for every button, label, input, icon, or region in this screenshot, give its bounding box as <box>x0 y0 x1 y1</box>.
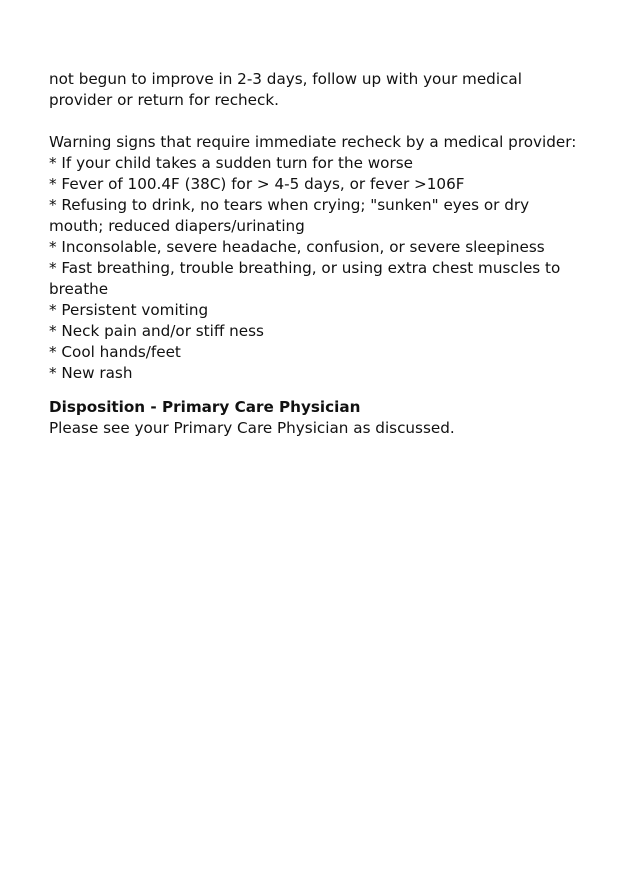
warning-line-10: * Cool hands/feet <box>49 343 181 361</box>
warning-line-6: * Fast breathing, trouble breathing, or using extra chest muscles to <box>49 259 561 277</box>
warning-intro: Warning signs that require immediate recheck by a medical provider: <box>49 133 577 151</box>
warning-line-5: * Inconsolable, severe headache, confusion, or severe sleepiness <box>49 238 545 256</box>
continuation-line-1: not begun to improve in 2-3 days, follow up with your medical <box>49 70 522 88</box>
section-gap <box>49 384 609 397</box>
warning-line-3: * Refusing to drink, no tears when crying; "sunken" eyes or dry <box>49 196 530 214</box>
warning-line-9: * Neck pain and/or stiff ness <box>49 322 264 340</box>
warning-line-11: * New rash <box>49 364 133 382</box>
warning-line-4: mouth; reduced diapers/urinating <box>49 217 305 235</box>
warning-line-7: breathe <box>49 280 109 298</box>
document-page <box>49 69 609 439</box>
continuation-line-2: provider or return for recheck. <box>49 91 279 109</box>
disposition-text: Please see your Primary Care Physician as discussed. <box>49 419 455 437</box>
warning-line-1: * If your child takes a sudden turn for the worse <box>49 154 413 172</box>
warning-line-8: * Persistent vomiting <box>49 301 209 319</box>
paragraph-gap <box>49 111 609 132</box>
warning-line-2: * Fever of 100.4F (38C) for > 4-5 days, or fever >106F <box>49 175 465 193</box>
disposition-heading: Disposition - Primary Care Physician <box>49 398 361 416</box>
